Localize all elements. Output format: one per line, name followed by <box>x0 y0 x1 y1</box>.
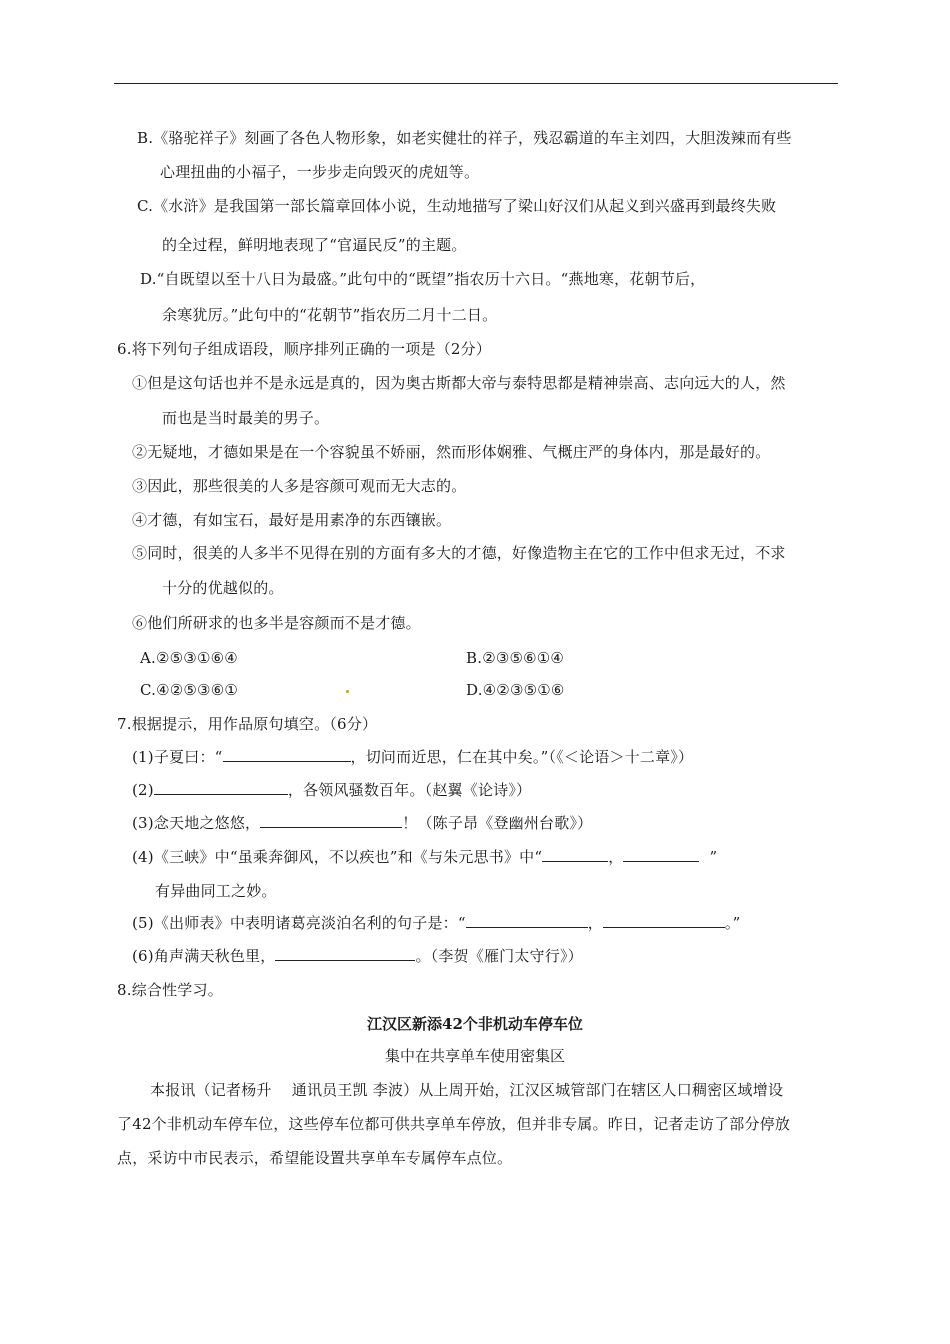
q7-answer-blank-3[interactable] <box>260 813 402 828</box>
q7-answer-blank-5a[interactable] <box>466 913 588 928</box>
q6-option-c: C.④②⑤③⑥① <box>140 681 238 699</box>
q7-item-2 <box>132 780 531 800</box>
q7-item-4-prefix: (4)《三峡》中“虽乘奔御风，不以疾也”和《与朱元思书》中“ <box>132 848 543 866</box>
q7-item-5-suffix: 。” <box>724 914 741 932</box>
q7-item-4-suffix: ” <box>709 848 718 866</box>
article-paragraph-line-3: 点，采访中市民表示，希望能设置共享单车专属停车点位。 <box>117 1149 513 1167</box>
article-title: 江汉区新添42个非机动车停车位 <box>367 1015 583 1033</box>
article-paragraph-line-2: 了42个非机动车停车位，这些停车位都可供共享单车停放，但并非专属。昨日，记者走访了部分停放 <box>117 1115 791 1133</box>
q7-answer-blank-1[interactable] <box>223 747 351 762</box>
q7-item-2-suffix: ，各领风骚数百年。（赵翼《论诗》） <box>287 781 532 799</box>
article-subtitle: 集中在共享单车使用密集区 <box>384 1047 565 1065</box>
q7-answer-blank-6[interactable] <box>275 946 415 961</box>
q5-option-c-line1: C.《水浒》是我国第一部长篇章回体小说，生动地描写了梁山好汉们从起义到兴盛再到最终失败 <box>137 197 777 215</box>
q7-item-3-suffix: ！（陈子昂《登幽州台歌》） <box>402 814 593 832</box>
q7-item-3 <box>132 813 592 833</box>
q6-option-b: B.②③⑤⑥①④ <box>466 649 565 667</box>
q6-sentence-5a: ⑤同时，很美的人多半不见得在别的方面有多大的才德，好像造物主在它的工作中但求无过，不求 <box>132 544 786 562</box>
q5-option-d-line1: D.“自既望以至十八日为最盛。”此句中的“既望”指农历十六日。“燕地寒，花朝节后， <box>140 270 706 288</box>
q7-item-4 <box>132 847 717 867</box>
q7-item-1 <box>132 747 693 767</box>
q6-sentence-5b: 十分的优越似的。 <box>162 579 284 597</box>
header-rule <box>114 83 838 84</box>
q5-option-d-line2: 余寒犹厉。”此句中的“花朝节”指农历二月十二日。 <box>162 306 498 324</box>
q6-sentence-4: ④才德，有如宝石，最好是用素净的东西镶嵌。 <box>132 511 452 529</box>
q5-option-c-line2: 的全过程，鲜明地表现了“官逼民反”的主题。 <box>162 236 467 254</box>
q6-sentence-1a: ①但是这句话也并不是永远是真的，因为奥古斯都大帝与泰特思都是精神崇高、志向远大的人，然 <box>132 374 786 392</box>
q7-item-5 <box>132 913 741 933</box>
stray-mark <box>346 690 349 693</box>
q7-item-6-prefix: (6)角声满天秋色里， <box>132 947 276 965</box>
q6-sentence-1b: 而也是当时最美的男子。 <box>162 409 330 427</box>
q6-sentence-6: ⑥他们所研求的也多半是容颜而不是才德。 <box>132 614 421 632</box>
q8-stem: 8.综合性学习。 <box>117 981 223 999</box>
q5-option-b-line2: 心理扭曲的小福子，一步步走向毁灭的虎妞等。 <box>160 163 480 181</box>
q7-item-2-prefix: (2) <box>132 781 154 799</box>
q7-item-1-prefix: (1)子夏曰：“ <box>132 748 223 766</box>
q7-item-3-prefix: (3)念天地之悠悠， <box>132 814 261 832</box>
q7-item-5-comma: ， <box>587 914 603 932</box>
q7-stem: 7.根据提示，用作品原句填空。（6分） <box>117 715 378 733</box>
q7-item-4-comma: ， <box>608 848 624 866</box>
q7-answer-blank-4b[interactable] <box>623 847 699 862</box>
q6-sentence-3: ③因此，那些很美的人多是容颜可观而无大志的。 <box>132 477 467 495</box>
q7-item-6-suffix: 。（李贺《雁门太守行》） <box>415 947 583 965</box>
q7-item-5-prefix: (5)《出师表》中表明诸葛亮淡泊名利的句子是：“ <box>132 914 466 932</box>
q7-answer-blank-2[interactable] <box>154 780 288 795</box>
q6-option-d: D.④②③⑤①⑥ <box>466 681 565 699</box>
article-paragraph-line-1: 本报讯（记者杨升 通讯员王凯 李波）从上周开始，江汉区城管部门在辖区人口稠密区域增设 <box>150 1081 784 1099</box>
q7-answer-blank-5b[interactable] <box>603 913 725 928</box>
q5-option-b-line1: B.《骆驼祥子》刻画了各色人物形象，如老实健壮的祥子，残忍霸道的车主刘四，大胆泼辣而有些 <box>137 129 792 147</box>
q7-item-6 <box>132 946 583 966</box>
q6-stem: 6.将下列句子组成语段，顺序排列正确的一项是（2分） <box>117 340 492 358</box>
q7-item-4-continuation: 有异曲同工之妙。 <box>155 882 277 900</box>
q7-item-1-suffix: ，切问而近思，仁在其中矣。”（《＜论语＞十二章》） <box>350 748 694 766</box>
q6-option-a: A.②⑤③①⑥④ <box>140 649 238 667</box>
q6-sentence-2: ②无疑地，才德如果是在一个容貌虽不娇丽，然而形体娴雅、气概庄严的身体内，那是最好的。 <box>132 443 771 461</box>
q7-answer-blank-4a[interactable] <box>542 847 608 862</box>
